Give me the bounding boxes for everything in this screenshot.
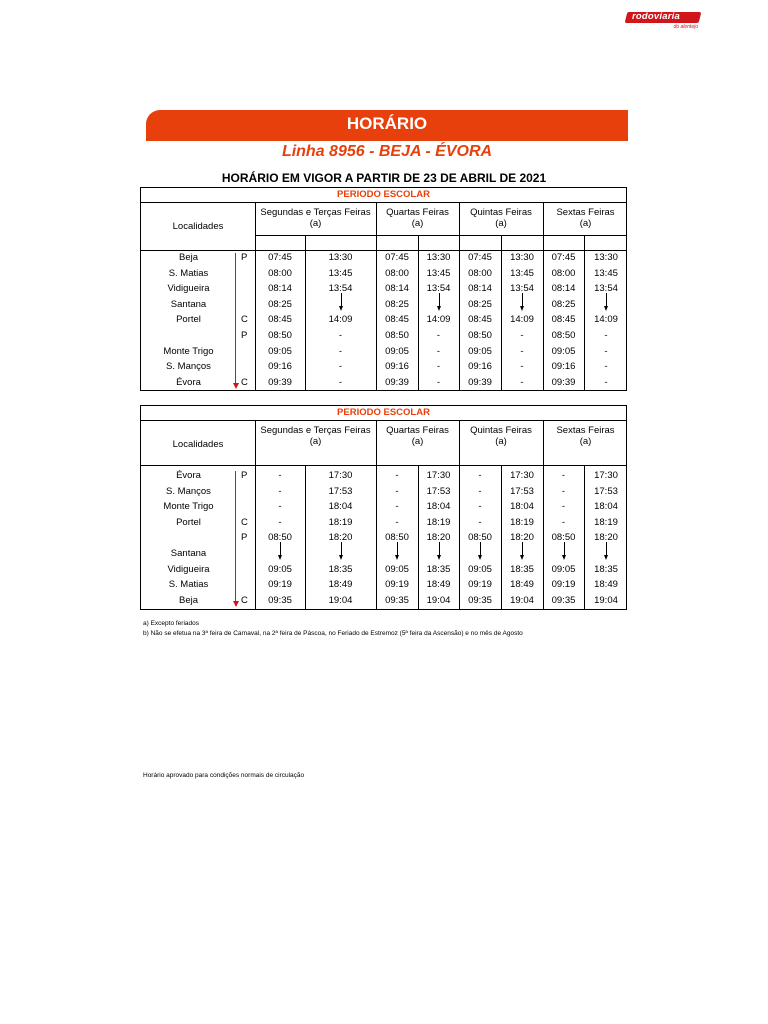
pass-through-arrow-icon <box>439 542 440 556</box>
time-cell: 18:35 <box>426 563 451 575</box>
time-cell: 17:53 <box>510 485 534 497</box>
time-cell: 08:50 <box>468 532 492 544</box>
time-cell: 09:19 <box>551 579 576 591</box>
time-cell: 09:19 <box>268 579 292 591</box>
time-cell: - <box>338 345 343 357</box>
pass-through-arrow-icon <box>606 293 607 307</box>
pass-through-arrow-icon <box>439 293 440 307</box>
time-cell: 13:45 <box>426 267 451 279</box>
time-cell: 18:19 <box>510 516 534 528</box>
time-cell: 17:30 <box>328 470 353 481</box>
time-cell: 14:09 <box>426 314 451 326</box>
time-cell: - <box>436 361 441 373</box>
time-cell: 08:00 <box>268 267 292 279</box>
day-note: (a) <box>411 436 424 447</box>
time-cell: - <box>561 485 566 497</box>
stop-name: S. Matias <box>168 579 209 591</box>
time-cell: 08:50 <box>268 532 292 544</box>
day-name: Sextas Feiras <box>556 207 615 218</box>
stop-name: Beja <box>178 594 198 606</box>
time-cell: 08:25 <box>385 298 409 310</box>
time-cell: 09:16 <box>268 361 292 373</box>
day-note: (a) <box>309 218 322 229</box>
day-header <box>376 425 459 447</box>
time-cell: 13:54 <box>594 283 618 295</box>
pass-through-arrow-icon <box>604 306 608 311</box>
time-cell: - <box>338 361 343 373</box>
time-cell: - <box>604 376 608 388</box>
valid-from: HORÁRIO EM VIGOR A PARTIR DE 23 DE ABRIL DE 2021 <box>221 171 547 185</box>
time-cell: 18:49 <box>594 579 618 591</box>
time-cell: - <box>561 516 566 528</box>
pass-through-arrow-icon <box>522 293 523 307</box>
day-header <box>376 207 459 229</box>
stop-type: C <box>241 516 248 528</box>
pass-through-arrow-icon <box>520 555 524 560</box>
time-cell: 19:04 <box>426 594 451 606</box>
line-title: Linha 8956 - BEJA - ÉVORA <box>281 143 493 160</box>
time-cell: 07:45 <box>385 252 409 263</box>
time-cell: - <box>278 470 282 481</box>
day-name: Quartas Feiras <box>386 425 449 436</box>
day-name: Segundas e Terças Feiras <box>260 425 371 436</box>
time-cell: 13:45 <box>594 267 618 279</box>
header-divider <box>255 235 626 236</box>
stop-name: Portel <box>176 314 201 326</box>
time-cell: 17:30 <box>510 470 534 481</box>
time-cell: - <box>278 501 282 513</box>
pass-through-arrow-icon <box>522 542 523 556</box>
time-cell: 13:30 <box>594 252 618 263</box>
logo-name: rodoviaria <box>632 11 680 22</box>
localidades-header: Localidades <box>172 221 224 232</box>
time-cell: 08:50 <box>551 532 576 544</box>
time-cell: 17:53 <box>426 485 451 497</box>
time-cell: 13:54 <box>426 283 451 295</box>
stop-name: S. Matias <box>168 267 209 279</box>
time-cell: 08:45 <box>385 314 409 326</box>
time-cell: 13:54 <box>510 283 534 295</box>
time-cell: 09:16 <box>385 361 409 373</box>
stop-name: Portel <box>176 516 201 528</box>
day-header <box>543 425 628 447</box>
time-cell: 09:35 <box>268 594 292 606</box>
time-cell: - <box>395 501 399 513</box>
time-cell: - <box>520 361 524 373</box>
time-cell: 09:35 <box>468 594 492 606</box>
stop-name: Beja <box>178 252 198 263</box>
stop-name: Vidigueira <box>167 283 210 295</box>
time-cell: - <box>604 330 608 341</box>
time-cell: 19:04 <box>328 594 353 606</box>
day-note: (a) <box>579 218 592 229</box>
day-note: (a) <box>411 218 424 229</box>
day-note: (a) <box>495 436 507 447</box>
direction-arrow-icon <box>233 383 239 389</box>
time-cell: 08:00 <box>385 267 409 279</box>
time-cell: 18:04 <box>328 501 353 513</box>
stop-type: P <box>241 252 248 263</box>
stop-name: S. Manços <box>166 485 211 497</box>
time-cell: - <box>478 470 482 481</box>
logo-tagline: do alentejo <box>673 24 698 30</box>
day-header <box>543 207 628 229</box>
time-cell: - <box>520 345 524 357</box>
footnote-b: b) Não se efetua na 3ª feira de Carnaval, na 2ª feira de Páscoa, no Feriado de Estremoz (5ª feira da Ascensão) e no mês de Agosto <box>143 630 523 637</box>
page-title: HORÁRIO <box>346 114 428 133</box>
time-cell: 13:30 <box>426 252 451 263</box>
time-cell: 08:14 <box>551 283 576 295</box>
pass-through-arrow-icon <box>395 555 399 560</box>
pass-through-arrow-icon <box>339 306 343 311</box>
time-cell: 08:14 <box>385 283 409 295</box>
stop-name: Monte Trigo <box>163 345 214 357</box>
footnote-a: a) Excepto feriados <box>143 620 200 627</box>
time-cell: 09:39 <box>468 376 492 388</box>
time-cell: 08:00 <box>468 267 492 279</box>
time-cell: - <box>436 330 441 341</box>
stop-type: C <box>241 376 248 388</box>
day-name: Sextas Feiras <box>556 425 615 436</box>
pass-through-arrow-icon <box>437 306 441 311</box>
stop-name: S. Manços <box>166 361 211 373</box>
stop-name: Santana <box>170 548 207 559</box>
stop-type: C <box>241 314 248 326</box>
time-cell: 09:35 <box>551 594 576 606</box>
time-cell: 09:05 <box>268 563 292 575</box>
time-cell: 09:05 <box>551 563 576 575</box>
timetable-beja-evora <box>140 187 627 391</box>
pass-through-arrow-icon <box>480 542 481 556</box>
time-cell: - <box>604 361 608 373</box>
pass-through-arrow-icon <box>606 542 607 556</box>
stop-type: P <box>241 330 248 341</box>
localidades-header: Localidades <box>172 439 224 450</box>
time-cell: 09:39 <box>268 376 292 388</box>
day-name: Quartas Feiras <box>386 207 449 218</box>
time-cell: 08:45 <box>551 314 576 326</box>
time-cell: 07:45 <box>551 252 576 263</box>
time-cell: 18:35 <box>594 563 618 575</box>
rodoviaria-logo <box>626 12 702 32</box>
day-header <box>459 207 543 229</box>
day-name: Quintas Feiras <box>470 425 532 436</box>
time-cell: 18:04 <box>510 501 534 513</box>
day-note: (a) <box>579 436 592 447</box>
time-cell: 08:25 <box>268 298 292 310</box>
time-cell: - <box>478 485 482 497</box>
stop-name: Monte Trigo <box>163 501 214 513</box>
time-cell: - <box>395 485 399 497</box>
time-cell: - <box>436 376 441 388</box>
time-cell: 08:50 <box>385 532 409 544</box>
time-cell: 17:53 <box>594 485 618 497</box>
day-header <box>459 425 543 447</box>
day-note: (a) <box>495 218 507 229</box>
stop-type: P <box>241 470 248 481</box>
time-cell: 09:16 <box>468 361 492 373</box>
time-cell: - <box>338 376 343 388</box>
time-cell: 09:19 <box>468 579 492 591</box>
time-cell: 18:04 <box>594 501 618 513</box>
time-cell: - <box>338 330 343 341</box>
stop-name: Évora <box>176 376 201 388</box>
day-header <box>255 207 376 229</box>
stop-type: P <box>241 532 248 544</box>
time-cell: 08:00 <box>551 267 576 279</box>
time-cell: 18:20 <box>328 532 353 544</box>
time-cell: 08:14 <box>268 283 292 295</box>
time-cell: 09:05 <box>468 345 492 357</box>
time-cell: 13:30 <box>510 252 534 263</box>
pass-through-arrow-icon <box>341 293 342 307</box>
periodo-escolar-header: PERIODO ESCOLAR <box>141 406 626 421</box>
time-cell: 07:45 <box>268 252 292 263</box>
time-cell: - <box>561 501 566 513</box>
time-cell: 18:20 <box>426 532 451 544</box>
time-cell: 18:04 <box>426 501 451 513</box>
time-cell: 13:45 <box>510 267 534 279</box>
time-cell: - <box>561 470 566 481</box>
time-cell: 09:39 <box>551 376 576 388</box>
time-cell: 14:09 <box>510 314 534 326</box>
time-cell: 08:50 <box>551 330 576 341</box>
time-cell: 08:50 <box>385 330 409 341</box>
time-cell: 13:54 <box>328 283 353 295</box>
time-cell: - <box>395 516 399 528</box>
time-cell: - <box>520 376 524 388</box>
pass-through-arrow-icon <box>562 555 566 560</box>
direction-arrow-icon <box>235 471 236 601</box>
time-cell: 09:19 <box>385 579 409 591</box>
time-cell: 18:49 <box>426 579 451 591</box>
time-cell: - <box>395 470 399 481</box>
stop-name: Santana <box>170 298 207 310</box>
time-cell: 13:30 <box>328 252 353 263</box>
time-cell: 07:45 <box>468 252 492 263</box>
time-cell: - <box>520 330 524 341</box>
time-cell: 08:50 <box>468 330 492 341</box>
time-cell: 08:50 <box>268 330 292 341</box>
header-divider <box>141 465 626 466</box>
time-cell: 08:25 <box>551 298 576 310</box>
time-cell: 08:25 <box>468 298 492 310</box>
footnotes <box>143 619 523 639</box>
time-cell: 18:20 <box>510 532 534 544</box>
time-cell: 09:05 <box>268 345 292 357</box>
time-cell: 09:35 <box>385 594 409 606</box>
time-cell: 14:09 <box>328 314 353 326</box>
time-cell: 09:05 <box>385 563 409 575</box>
time-cell: 18:19 <box>426 516 451 528</box>
time-cell: - <box>278 516 282 528</box>
stop-name: Évora <box>176 470 201 481</box>
time-cell: 18:20 <box>594 532 618 544</box>
stop-name: Vidigueira <box>167 563 210 575</box>
time-cell: 14:09 <box>594 314 618 326</box>
header-divider <box>141 250 626 251</box>
stop-type: C <box>241 594 248 606</box>
time-cell: 18:49 <box>328 579 353 591</box>
time-cell: - <box>278 485 282 497</box>
time-cell: - <box>478 516 482 528</box>
time-cell: 08:14 <box>468 283 492 295</box>
time-cell: - <box>478 501 482 513</box>
time-cell: 09:16 <box>551 361 576 373</box>
day-name: Quintas Feiras <box>470 207 532 218</box>
time-cell: 17:30 <box>594 470 618 481</box>
time-cell: 13:45 <box>328 267 353 279</box>
time-cell: 18:35 <box>510 563 534 575</box>
pass-through-arrow-icon <box>280 542 281 556</box>
day-note: (a) <box>309 436 322 447</box>
time-cell: 18:19 <box>328 516 353 528</box>
time-cell: 19:04 <box>594 594 618 606</box>
direction-arrow-icon <box>233 601 239 607</box>
time-cell: - <box>436 345 441 357</box>
time-cell: 09:05 <box>551 345 576 357</box>
time-cell: 17:53 <box>328 485 353 497</box>
pass-through-arrow-icon <box>437 555 441 560</box>
time-cell: 09:39 <box>385 376 409 388</box>
time-cell: 08:45 <box>468 314 492 326</box>
pass-through-arrow-icon <box>278 555 282 560</box>
time-cell: 17:30 <box>426 470 451 481</box>
time-cell: 18:35 <box>328 563 353 575</box>
approval-note: Horário aprovado para condições normais de circulação <box>143 772 305 779</box>
pass-through-arrow-icon <box>339 555 343 560</box>
pass-through-arrow-icon <box>604 555 608 560</box>
time-cell: 09:05 <box>385 345 409 357</box>
time-cell: - <box>604 345 608 357</box>
pass-through-arrow-icon <box>478 555 482 560</box>
day-header <box>255 425 376 447</box>
pass-through-arrow-icon <box>564 542 565 556</box>
time-cell: 18:49 <box>510 579 534 591</box>
day-name: Segundas e Terças Feiras <box>260 207 371 218</box>
time-cell: 19:04 <box>510 594 534 606</box>
time-cell: 09:05 <box>468 563 492 575</box>
periodo-escolar-header: PERIODO ESCOLAR <box>141 188 626 203</box>
timetable-evora-beja <box>140 405 627 610</box>
time-cell: 18:19 <box>594 516 618 528</box>
pass-through-arrow-icon <box>341 542 342 556</box>
direction-arrow-icon <box>235 253 236 383</box>
pass-through-arrow-icon <box>520 306 524 311</box>
time-cell: 08:45 <box>268 314 292 326</box>
pass-through-arrow-icon <box>397 542 398 556</box>
